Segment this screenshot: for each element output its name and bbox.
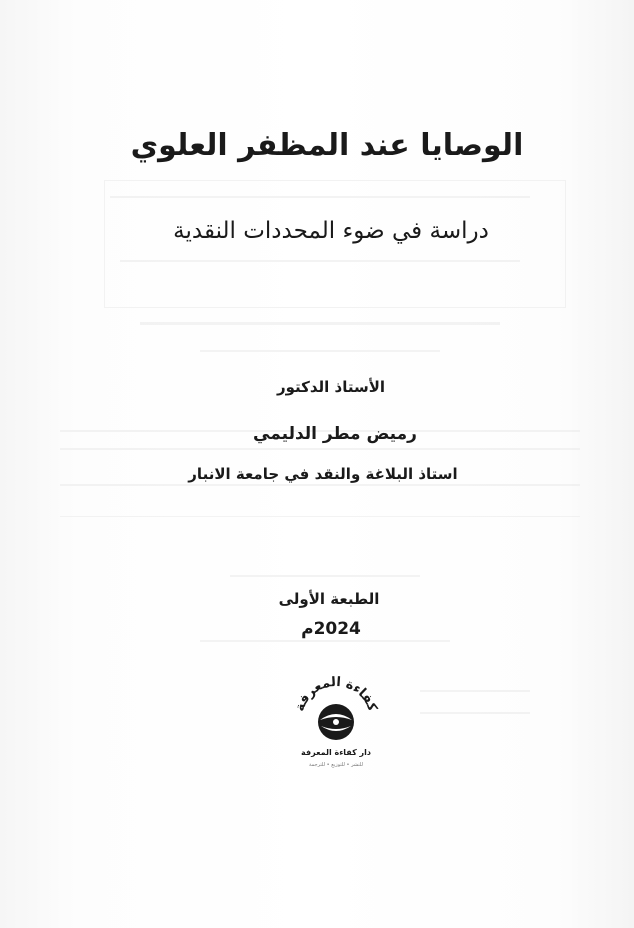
bleed-through-line xyxy=(140,322,500,325)
publisher-name: دار كفاءة المعرفة xyxy=(301,748,371,757)
bleed-through-line xyxy=(200,640,450,642)
author-name: رميض مطر الدليمي xyxy=(253,424,417,444)
bleed-through-frame xyxy=(104,180,566,308)
book-title: الوصايا عند المظفر العلوي xyxy=(130,128,524,163)
edition-label: الطبعة الأولى xyxy=(278,590,380,608)
book-subtitle: دراسة في ضوء المحددات النقدية xyxy=(173,218,489,244)
bleed-through-line xyxy=(200,350,440,352)
publisher-logo-text: كفاءة المعرفة xyxy=(292,674,380,714)
bleed-through-line xyxy=(230,575,420,577)
author-affiliation: استاذ البلاغة والنقد في جامعة الانبار xyxy=(188,465,458,483)
bleed-through-line xyxy=(420,712,530,714)
publisher-tagline: للنشر • للتوزيع • للترجمة xyxy=(308,762,363,768)
bleed-through-line xyxy=(60,516,580,517)
author-rank: الأستاذ الدكتور xyxy=(276,378,386,396)
publication-year: 2024م xyxy=(301,619,361,639)
bleed-through-line xyxy=(110,196,530,198)
bleed-through-line xyxy=(120,260,520,262)
bleed-through-line xyxy=(60,484,580,486)
bleed-through-line xyxy=(60,448,580,450)
bleed-through-line xyxy=(420,690,530,692)
